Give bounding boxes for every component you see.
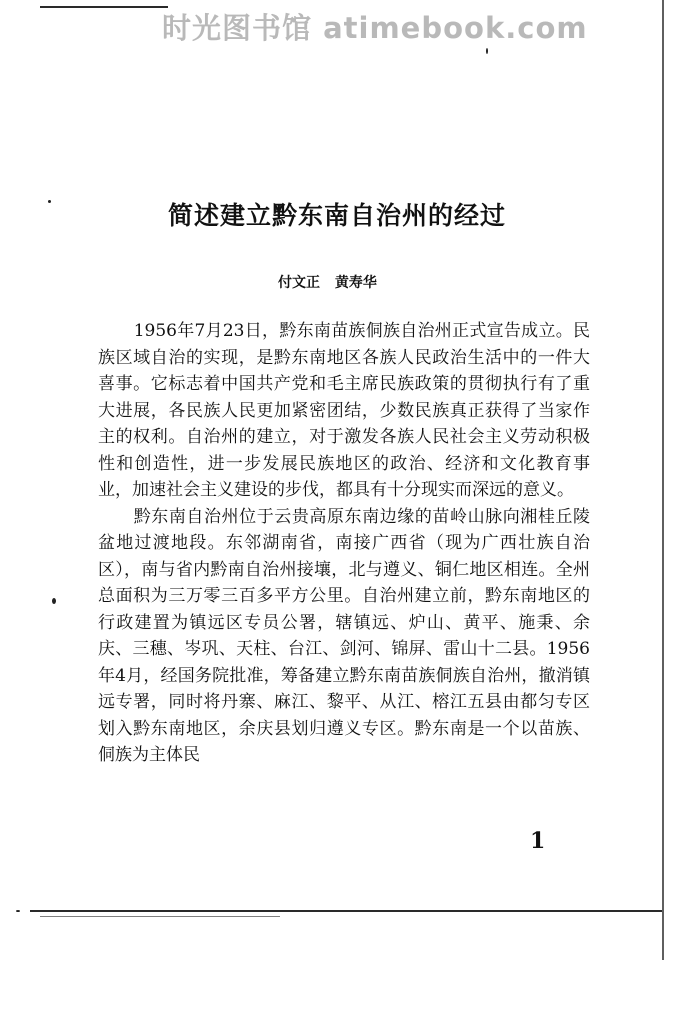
scan-speck — [486, 48, 488, 54]
right-margin-line — [662, 0, 664, 960]
scan-speck — [52, 598, 56, 604]
top-rule-line — [40, 6, 168, 8]
scan-speck — [16, 910, 20, 912]
scan-speck — [48, 200, 51, 203]
article-body — [98, 318, 590, 769]
watermark: 时光图书馆 atimebook.com — [162, 11, 588, 45]
bottom-rule-line — [30, 910, 662, 912]
bottom-rule-line-secondary — [40, 916, 280, 917]
paragraph-1: 1956年7月23日，黔东南苗族侗族自治州正式宣告成立。民族区域自治的实现，是黔东南地区各族人民政治生活中的一件大喜事。它标志着中国共产党和毛主席民族政策的贯彻执行有了重大进展，各民族人民更加紧密团结，少数民族真正获得了当家作主的权利。自治州的建立，对于激发各族人民社会主义劳动积极性和创造性，进一步发展民族地区的政治、经济和文化教育事业，加速社会主义建设的步伐，都具有十分现实而深远的意义。 — [98, 321, 590, 500]
article-authors: 付文正 黄寿华 — [278, 275, 377, 291]
article-title: 简述建立黔东南自治州的经过 — [168, 201, 507, 230]
page-number: 1 — [530, 828, 546, 854]
paragraph-2: 黔东南自治州位于云贵高原东南边缘的苗岭山脉向湘桂丘陵盆地过渡地段。东邻湖南省，南接广西省（现为广西壮族自治区），南与省内黔南自治州接壤，北与遵义、铜仁地区相连。全州总面积为三万零三百多平方公里。自治州建立前，黔东南地区的行政建置为镇远区专员公署，辖镇远、炉山、黄平、施秉、余庆、三穗、岑巩、天柱、台江、剑河、锦屏、雷山十二县。1956年4月，经国务院批准，筹备建立黔东南苗族侗族自治州，撤消镇远专署，同时将丹寨、麻江、黎平、从江、榕江五县由都匀专区划入黔东南地区，余庆县划归遵义专区。黔东南是一个以苗族、侗族为主体民 — [98, 506, 590, 765]
